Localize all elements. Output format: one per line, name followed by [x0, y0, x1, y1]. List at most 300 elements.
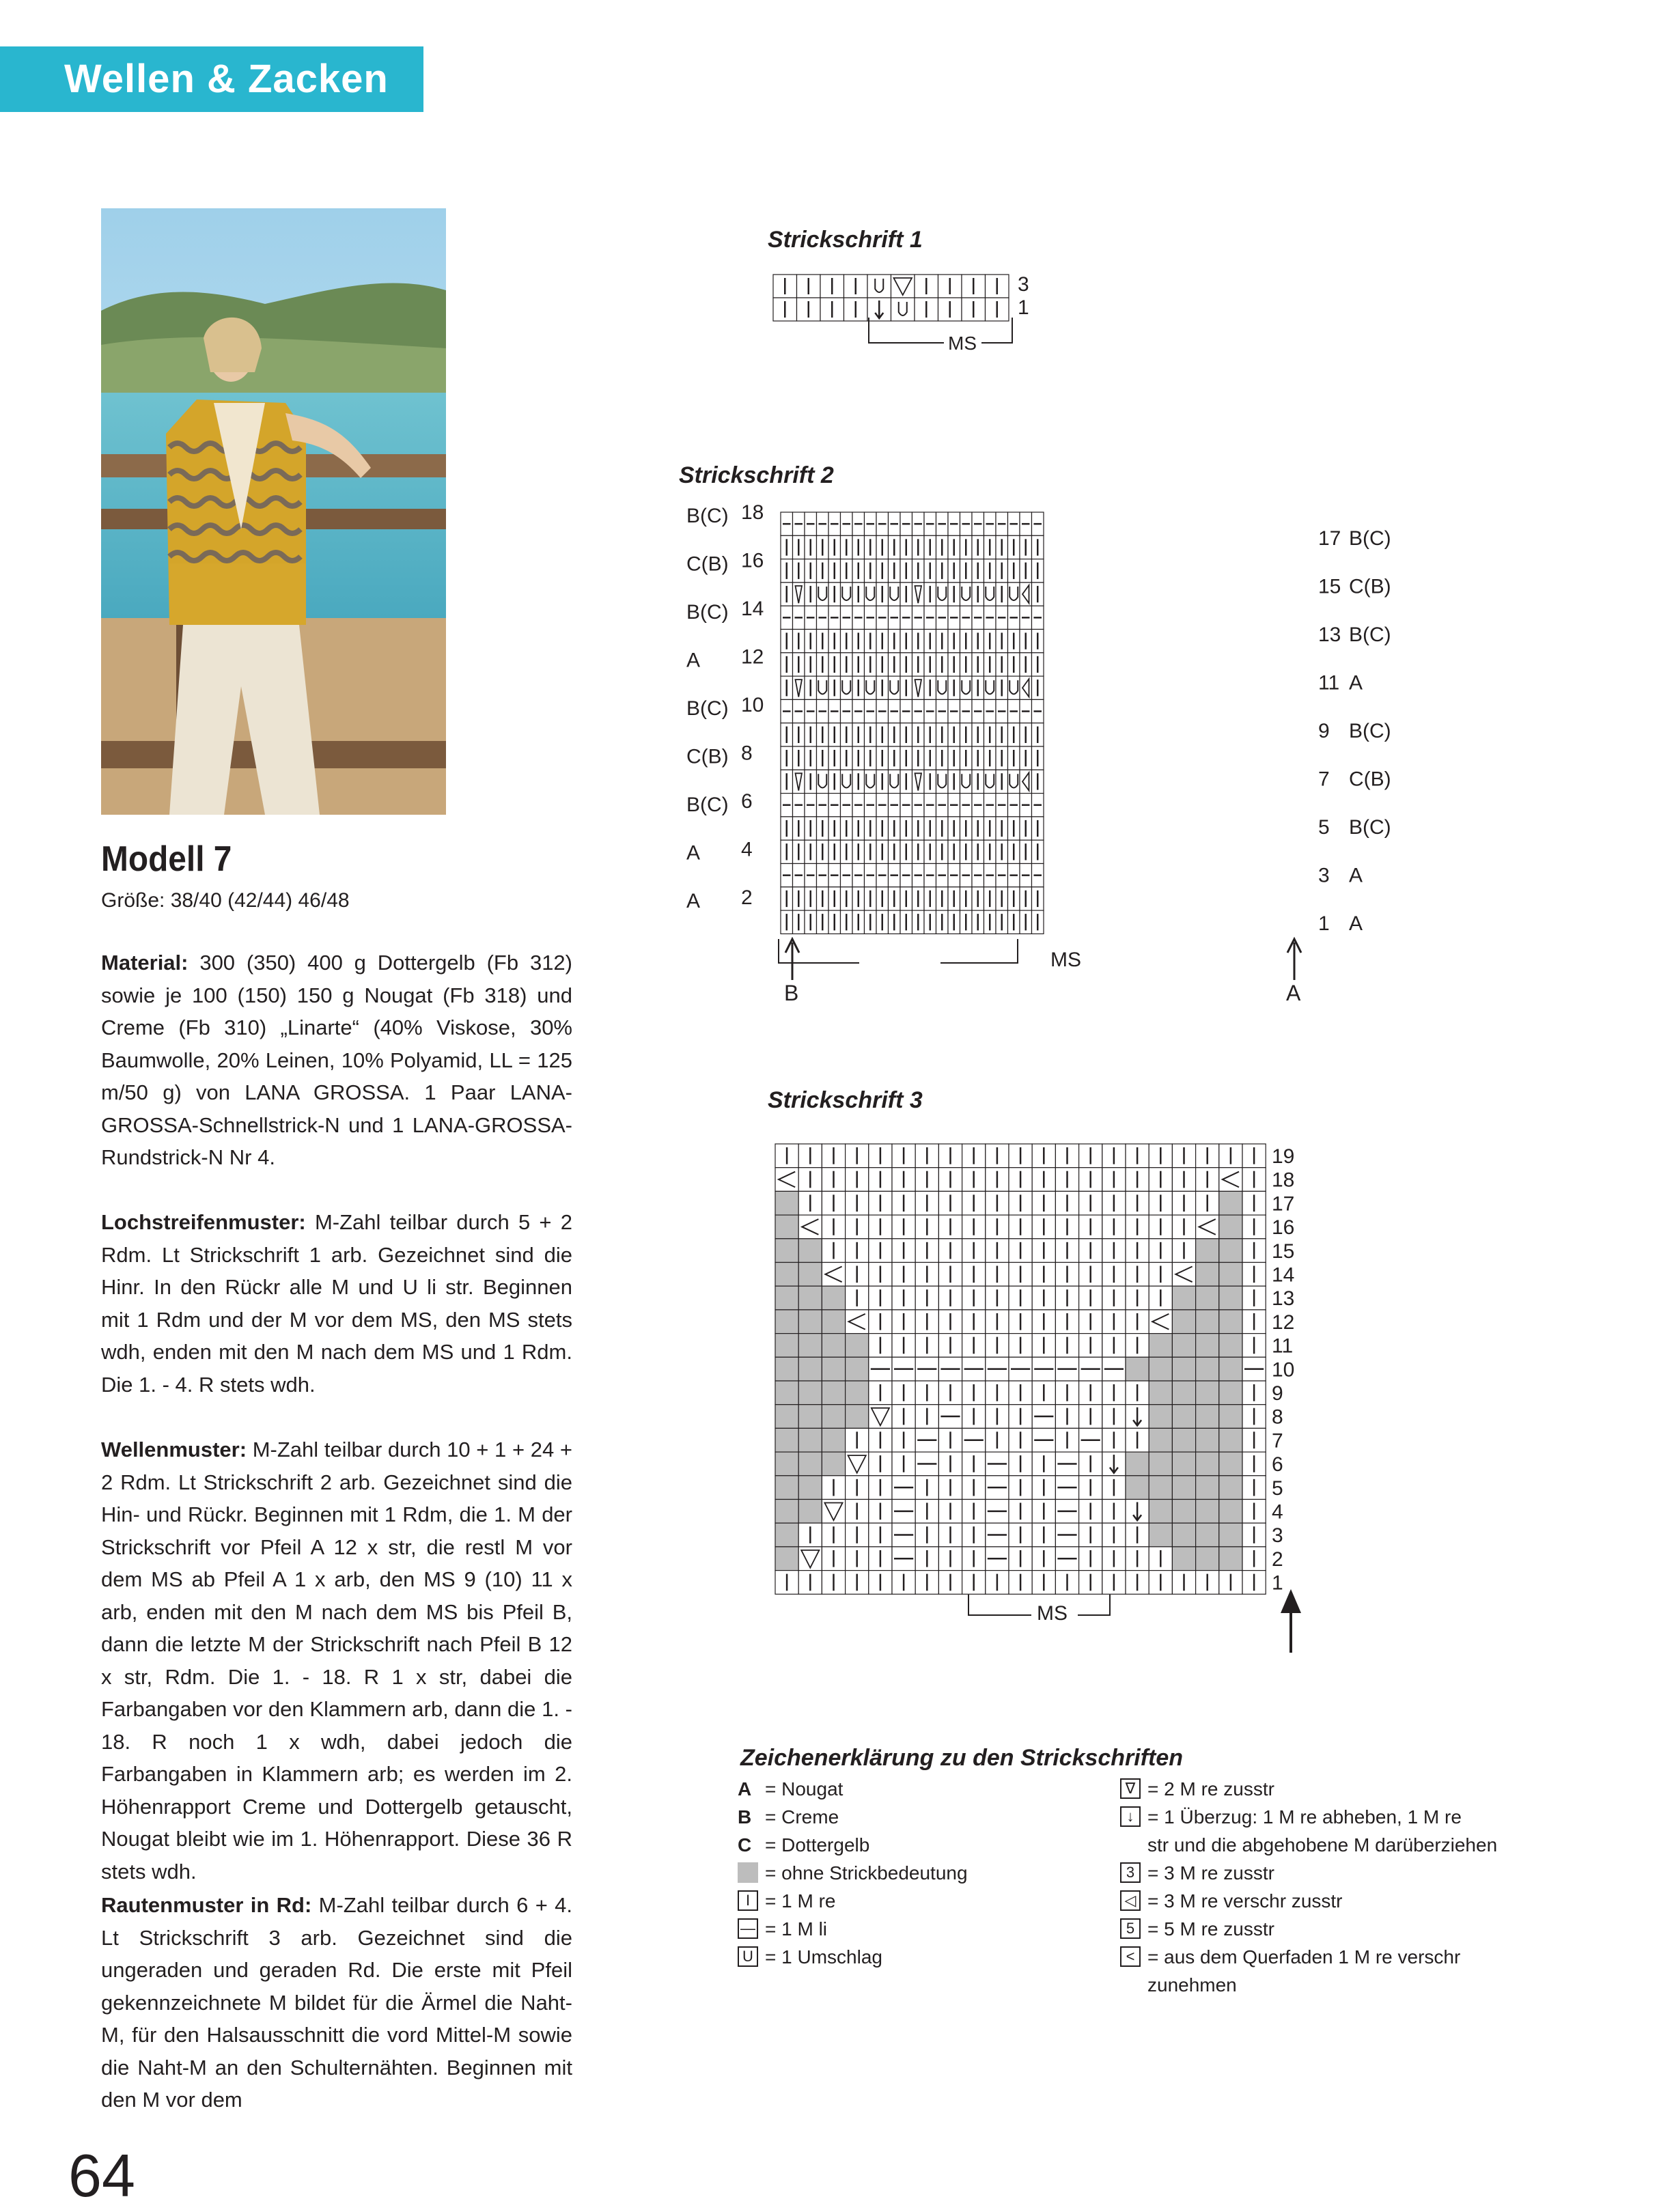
chart3-cell	[938, 1286, 962, 1310]
chart2-cell	[1008, 535, 1020, 559]
chart3-cell	[1009, 1476, 1032, 1500]
chart2-arrow-label-b: B	[784, 981, 799, 1005]
chart2-cell	[793, 770, 805, 793]
chart3-cell	[1032, 1405, 1055, 1429]
chart2-cell	[1020, 512, 1032, 535]
chart3-cell	[915, 1500, 938, 1524]
chart3-grid	[765, 1134, 1366, 1680]
chart3-cell	[986, 1263, 1009, 1287]
chart3-cell	[986, 1215, 1009, 1239]
chart2-cell	[841, 606, 853, 629]
chart2-cell	[852, 840, 865, 863]
chart2-cell	[996, 583, 1008, 606]
chart3-cell	[1149, 1239, 1172, 1263]
chart2-cell	[1008, 606, 1020, 629]
chart3-cell	[892, 1239, 915, 1263]
chart2-cell	[805, 583, 817, 606]
chart2-color-label: A	[686, 649, 701, 672]
chart2-cell	[889, 794, 901, 817]
chart3-cell	[915, 1357, 938, 1381]
chart2-cell	[924, 910, 936, 934]
chart2-row-number: 12	[741, 645, 764, 669]
chart3-cell	[986, 1381, 1009, 1405]
chart3-cell	[938, 1405, 962, 1429]
chart2-cell	[805, 559, 817, 583]
chart3-cell	[1219, 1523, 1242, 1547]
chart2-cell	[865, 794, 877, 817]
chart2-cell	[841, 583, 853, 606]
chart2-cell	[936, 770, 949, 793]
chart3-cell	[1126, 1334, 1149, 1358]
chart3-cell	[846, 1523, 869, 1547]
chart3-cell	[1219, 1357, 1242, 1381]
chart3-cell	[1219, 1476, 1242, 1500]
chart2-cell	[841, 910, 853, 934]
chart2-cell	[948, 535, 960, 559]
chart2-cell	[841, 817, 853, 840]
chart2-cell	[948, 887, 960, 910]
chart2-cell	[817, 864, 829, 887]
chart2-cell	[876, 535, 889, 559]
chart2-cell	[936, 653, 949, 676]
chart3-cell	[1242, 1286, 1266, 1310]
chart3-cell	[892, 1405, 915, 1429]
chart3-cell	[775, 1168, 798, 1192]
chart3-cell	[1079, 1357, 1102, 1381]
legend-text: = ohne Strickbedeutung	[765, 1862, 968, 1884]
chart2-cell	[996, 512, 1008, 535]
chart3-cell	[1219, 1191, 1242, 1215]
chart3-cell	[869, 1144, 892, 1168]
chart1-cell	[915, 275, 938, 298]
chart2-cell	[924, 653, 936, 676]
chart3-cell	[1242, 1168, 1266, 1192]
chart1-cell	[867, 298, 891, 321]
chart3-cell	[1242, 1239, 1266, 1263]
chart3-cell	[775, 1452, 798, 1476]
chart3-cell	[1032, 1191, 1055, 1215]
chart3-cell	[1126, 1500, 1149, 1524]
chart2-cell	[817, 535, 829, 559]
chart2-cell	[972, 910, 984, 934]
chart2-cell	[876, 630, 889, 653]
chart2-cell	[1032, 887, 1044, 910]
chart2-cell	[924, 676, 936, 699]
chart3-cell	[1032, 1239, 1055, 1263]
chart3-cell	[846, 1571, 869, 1595]
chart3-cell	[1032, 1428, 1055, 1452]
chart2-cell	[1008, 910, 1020, 934]
chart2-cell	[924, 746, 936, 770]
chart2-row-number: 1	[1318, 912, 1330, 935]
chart3-cell	[1242, 1310, 1266, 1334]
chart2-cell	[936, 817, 949, 840]
chart2-cell	[865, 910, 877, 934]
chart2-cell	[1032, 630, 1044, 653]
chart2-cell	[793, 910, 805, 934]
chart2-row-number: 17	[1318, 527, 1341, 550]
chart3-cell	[1126, 1215, 1149, 1239]
chart3-cell	[798, 1452, 822, 1476]
chart3-cell	[892, 1500, 915, 1524]
chart3-cell	[869, 1500, 892, 1524]
chart2-cell	[900, 583, 912, 606]
chart3-cell	[1196, 1168, 1219, 1192]
section-title: Wellen & Zacken	[64, 57, 389, 101]
chart3-cell	[1055, 1381, 1078, 1405]
legend-key: C	[738, 1834, 752, 1856]
chart3-cell	[846, 1500, 869, 1524]
chart2-cell	[793, 840, 805, 863]
chart2-cell	[960, 887, 973, 910]
chart2-row-number: 18	[741, 502, 764, 524]
chart3-cell	[1242, 1191, 1266, 1215]
chart2-cell	[948, 794, 960, 817]
chart2-cell	[900, 699, 912, 723]
chart2-cell	[876, 887, 889, 910]
chart2-cell	[852, 606, 865, 629]
legend-key: A	[738, 1778, 752, 1800]
chart2-cell	[984, 794, 996, 817]
chart2-cell	[852, 817, 865, 840]
legend-title: Zeichenerklärung zu den Strickschriften	[740, 1745, 1184, 1771]
chart2-row-number: 5	[1318, 816, 1330, 839]
chart3-cell	[775, 1286, 798, 1310]
chart3-cell	[822, 1428, 845, 1452]
chart3-cell	[892, 1286, 915, 1310]
chart2-cell	[817, 887, 829, 910]
chart1-row-label: 1	[1018, 296, 1029, 319]
chart3-cell	[986, 1357, 1009, 1381]
chart2-cell	[828, 606, 841, 629]
chart3-cell	[1032, 1381, 1055, 1405]
chart1-cell	[891, 275, 915, 298]
chart2-cell	[841, 512, 853, 535]
chart2-cell	[936, 630, 949, 653]
chart3-cell	[986, 1168, 1009, 1192]
chart2-cell	[1020, 630, 1032, 653]
chart3-cell	[915, 1191, 938, 1215]
chart3-cell	[869, 1168, 892, 1192]
chart3-cell	[1242, 1381, 1266, 1405]
chart3-cell	[1055, 1476, 1078, 1500]
chart3-cell	[798, 1215, 822, 1239]
chart2-cell	[865, 699, 877, 723]
chart3-cell	[1219, 1144, 1242, 1168]
chart2-cell	[793, 512, 805, 535]
chart3-cell	[1172, 1523, 1195, 1547]
chart3-cell	[1196, 1286, 1219, 1310]
chart3-cell	[915, 1144, 938, 1168]
chart2-cell	[900, 559, 912, 583]
chart3-cell	[1055, 1523, 1078, 1547]
chart3-cell	[1126, 1428, 1149, 1452]
chart2-row-number: 9	[1318, 720, 1330, 742]
chart2-cell	[960, 583, 973, 606]
chart2-cell	[781, 559, 793, 583]
model-photo	[101, 208, 446, 815]
chart2-cell	[1032, 817, 1044, 840]
chart3-cell	[1242, 1500, 1266, 1524]
chart2-grid	[676, 502, 1400, 1007]
chart3-cell	[1219, 1452, 1242, 1476]
chart3-row-number: 9	[1272, 1382, 1283, 1405]
chart2-cell	[865, 887, 877, 910]
chart2-cell	[781, 676, 793, 699]
chart3-cell	[986, 1500, 1009, 1524]
chart2-color-label: B(C)	[1349, 720, 1391, 742]
chart2-cell	[1008, 794, 1020, 817]
chart2-cell	[889, 583, 901, 606]
chart2-cell	[817, 794, 829, 817]
chart2-cell	[852, 630, 865, 653]
chart2-cell	[960, 630, 973, 653]
chart2-cell	[841, 535, 853, 559]
chart3-cell	[1172, 1310, 1195, 1334]
chart2-cell	[876, 840, 889, 863]
chart3-cell	[1149, 1334, 1172, 1358]
legend-text: = Creme	[765, 1806, 839, 1828]
chart3-cell	[1219, 1381, 1242, 1405]
chart2-cell	[984, 723, 996, 746]
chart2-cell	[793, 583, 805, 606]
chart1-cell	[938, 275, 962, 298]
chart3-cell	[1009, 1357, 1032, 1381]
chart2-cell	[805, 840, 817, 863]
chart2-cell	[972, 794, 984, 817]
chart2-cell	[1032, 699, 1044, 723]
chart3-row-number: 7	[1272, 1429, 1283, 1453]
chart2-cell	[972, 630, 984, 653]
chart2-cell	[1020, 770, 1032, 793]
chart3-cell	[1079, 1215, 1102, 1239]
chart3-row-number: 14	[1272, 1263, 1295, 1287]
chart3-cell	[846, 1286, 869, 1310]
chart3-cell	[1032, 1310, 1055, 1334]
chart3-cell	[1219, 1547, 1242, 1571]
chart2-cell	[805, 770, 817, 793]
chart2-cell	[841, 653, 853, 676]
chart3-cell	[962, 1191, 986, 1215]
chart3-cell	[1172, 1334, 1195, 1358]
chart2-cell	[960, 535, 973, 559]
chart2-cell	[793, 864, 805, 887]
chart2-cell	[984, 606, 996, 629]
paragraph-rautenmuster	[101, 1889, 572, 2116]
chart3-cell	[915, 1310, 938, 1334]
chart3-cell	[869, 1571, 892, 1595]
chart3-cell	[962, 1547, 986, 1571]
chart3-cell	[1055, 1239, 1078, 1263]
chart3-cell	[1079, 1523, 1102, 1547]
chart3-cell	[1149, 1405, 1172, 1429]
chart3-cell	[846, 1215, 869, 1239]
chart3-cell	[892, 1357, 915, 1381]
chart3-cell	[915, 1286, 938, 1310]
chart2-cell	[996, 723, 1008, 746]
chart2-cell	[924, 887, 936, 910]
chart3-cell	[1196, 1428, 1219, 1452]
chart3-cell	[1102, 1168, 1126, 1192]
chart3-row-number: 4	[1272, 1500, 1283, 1524]
chart3-cell	[822, 1547, 845, 1571]
chart2-cell	[841, 723, 853, 746]
chart2-color-label: A	[1349, 671, 1363, 695]
chart2-cell	[805, 746, 817, 770]
chart1-cell	[773, 298, 797, 321]
chart3-cell	[869, 1523, 892, 1547]
chart3-cell	[986, 1476, 1009, 1500]
chart3-cell	[1149, 1263, 1172, 1287]
chart2-cell	[996, 630, 1008, 653]
chart2-cell	[889, 746, 901, 770]
chart2-cell	[1032, 606, 1044, 629]
chart2-cell	[1032, 512, 1044, 535]
chart2-color-label: C(B)	[1349, 768, 1391, 791]
chart2-cell	[852, 512, 865, 535]
chart2-cell	[912, 840, 925, 863]
chart2-cell	[1020, 723, 1032, 746]
chart3-cell	[962, 1310, 986, 1334]
chart3-cell	[1126, 1168, 1149, 1192]
chart2-cell	[876, 770, 889, 793]
chart3-cell	[1149, 1310, 1172, 1334]
chart2-cell	[948, 817, 960, 840]
chart3-cell	[1055, 1215, 1078, 1239]
chart3-cell	[1196, 1191, 1219, 1215]
chart3-cell	[1102, 1476, 1126, 1500]
chart3-cell	[892, 1168, 915, 1192]
chart3-cell	[1055, 1191, 1078, 1215]
chart3-cell	[915, 1476, 938, 1500]
chart2-cell	[865, 817, 877, 840]
chart2-cell	[900, 770, 912, 793]
chart3-cell	[1242, 1452, 1266, 1476]
chart3-cell	[1172, 1263, 1195, 1287]
chart3-cell	[1196, 1263, 1219, 1287]
chart3-cell	[1079, 1571, 1102, 1595]
chart3-cell	[962, 1286, 986, 1310]
chart2-cell	[889, 723, 901, 746]
chart2-cell	[793, 887, 805, 910]
chart3-cell	[798, 1263, 822, 1287]
chart3-cell	[1196, 1405, 1219, 1429]
chart2-cell	[828, 887, 841, 910]
chart3-cell	[938, 1239, 962, 1263]
chart2-cell	[793, 794, 805, 817]
chart3-cell	[775, 1500, 798, 1524]
chart2-cell	[936, 794, 949, 817]
chart2-cell	[984, 512, 996, 535]
chart2-cell	[948, 840, 960, 863]
chart3-cell	[1242, 1263, 1266, 1287]
chart3-cell	[986, 1239, 1009, 1263]
chart2-cell	[841, 559, 853, 583]
chart3-cell	[1032, 1500, 1055, 1524]
chart3-cell	[822, 1381, 845, 1405]
chart2-color-label: B(C)	[686, 505, 729, 527]
chart3-cell	[798, 1357, 822, 1381]
section-banner	[0, 46, 423, 112]
chart2-cell	[936, 606, 949, 629]
chart2-cell	[828, 770, 841, 793]
chart3-cell	[1172, 1452, 1195, 1476]
chart2-cell	[1032, 583, 1044, 606]
chart2-cell	[912, 887, 925, 910]
chart1-repeat-label: MS	[948, 333, 977, 354]
chart3-cell	[962, 1523, 986, 1547]
chart3-cell	[915, 1168, 938, 1192]
chart2-cell	[1020, 864, 1032, 887]
chart3-cell	[1172, 1500, 1195, 1524]
chart2-cell	[805, 910, 817, 934]
chart2-cell	[912, 723, 925, 746]
chart1-cell	[938, 298, 962, 321]
chart3-repeat-label: MS	[1037, 1602, 1068, 1625]
chart3-cell	[1009, 1381, 1032, 1405]
chart2-row-number: 10	[741, 694, 764, 716]
chart1-cell	[820, 298, 844, 321]
chart2-cell	[924, 559, 936, 583]
chart2-color-label: B(C)	[686, 601, 729, 624]
chart2-cell	[924, 606, 936, 629]
chart3-cell	[962, 1239, 986, 1263]
chart2-cell	[1008, 699, 1020, 723]
chart3-cell	[938, 1476, 962, 1500]
chart3-cell	[1126, 1286, 1149, 1310]
chart3-cell	[1009, 1168, 1032, 1192]
chart3-cell	[1172, 1357, 1195, 1381]
chart2-cell	[1008, 630, 1020, 653]
chart3-cell	[962, 1357, 986, 1381]
chart3-cell	[869, 1239, 892, 1263]
chart2-cell	[972, 746, 984, 770]
chart2-cell	[996, 606, 1008, 629]
chart2-cell	[948, 864, 960, 887]
chart3-cell	[775, 1191, 798, 1215]
chart2-cell	[865, 630, 877, 653]
chart2-cell	[948, 512, 960, 535]
chart2-cell	[984, 910, 996, 934]
chart3-row-number: 1	[1272, 1571, 1283, 1595]
chart2-cell	[1032, 910, 1044, 934]
chart2-cell	[781, 864, 793, 887]
chart3-cell	[915, 1547, 938, 1571]
chart3-cell	[822, 1215, 845, 1239]
chart2-cell	[1020, 535, 1032, 559]
chart2-row-number: 14	[741, 598, 764, 620]
chart3-cell	[1055, 1500, 1078, 1524]
paragraph-heading: Lochstreifenmuster:	[101, 1210, 306, 1234]
chart2-cell	[841, 840, 853, 863]
chart3-cell	[1242, 1476, 1266, 1500]
chart2-cell	[781, 770, 793, 793]
chart2-cell	[781, 630, 793, 653]
chart2-cell	[781, 583, 793, 606]
chart2-cell	[793, 676, 805, 699]
chart2-cell	[1020, 910, 1032, 934]
chart2-cell	[1008, 887, 1020, 910]
chart2-cell	[900, 512, 912, 535]
chart1-cell	[915, 298, 938, 321]
chart3-cell	[1196, 1547, 1219, 1571]
chart3-cell	[1032, 1547, 1055, 1571]
chart3-cell	[822, 1191, 845, 1215]
paragraph-heading: Rautenmuster in Rd:	[101, 1893, 312, 1917]
chart3-cell	[1172, 1239, 1195, 1263]
chart3-cell	[1102, 1547, 1126, 1571]
chart2-cell	[805, 723, 817, 746]
